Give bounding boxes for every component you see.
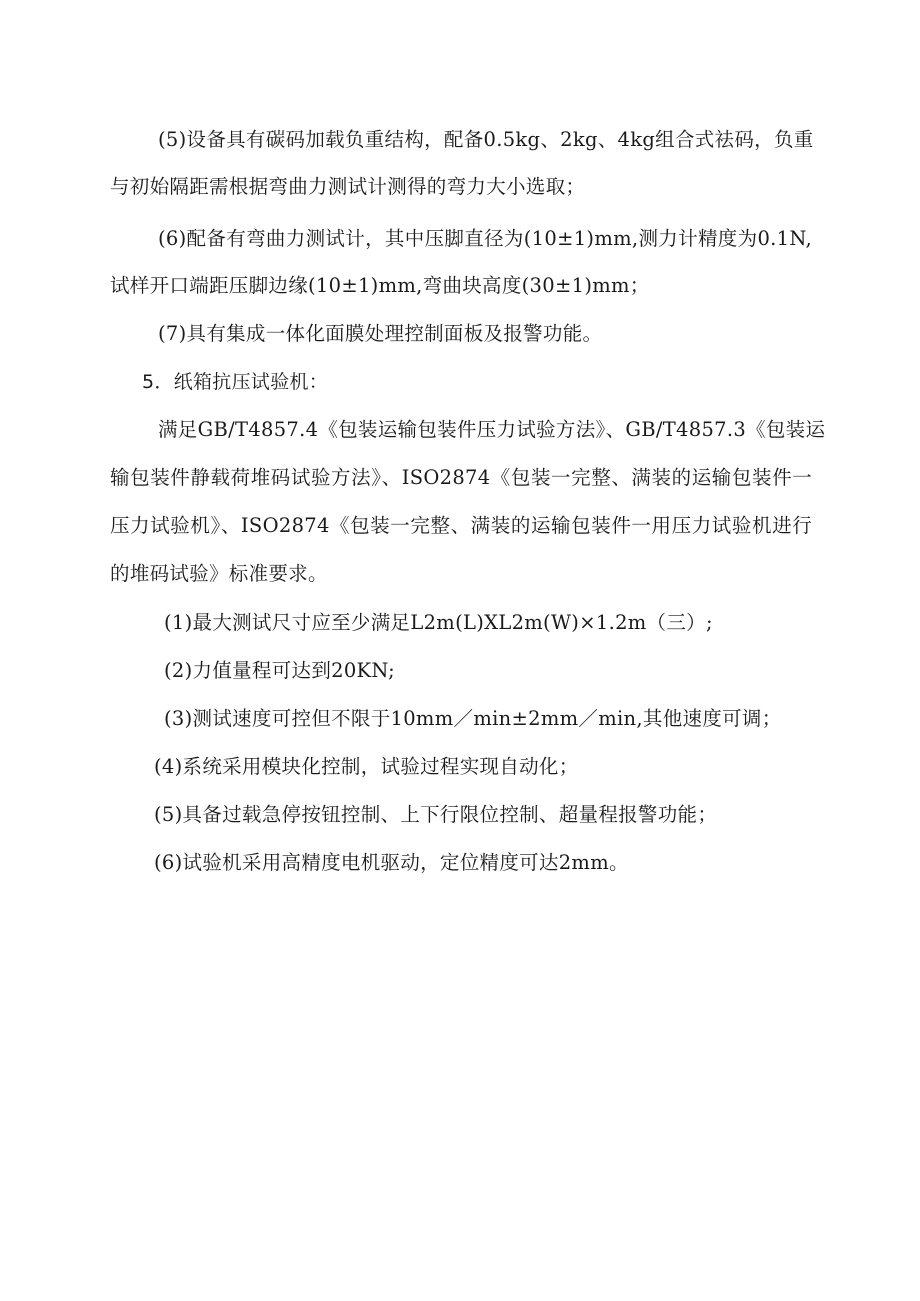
paragraph-6-line-1: (6)配备有弯曲力测试计，其中压脚直径为(10±1)mm,测力计精度为0.1N, (158, 227, 812, 250)
intro-line-4: 的堆码试验》标准要求。 (110, 562, 328, 585)
intro-line-1: 满足GB/T4857.4《包装运输包装件压力试验方法》、GB/T4857.3《包装运 (158, 418, 826, 441)
item-6: (6)试验机采用高精度电机驱动，定位精度可达2mm。 (154, 851, 629, 874)
paragraph-5-line-1: (5)设备具有碳码加载负重结构，配备0.5kg、2kg、4kg组合式祛码，负重 (158, 128, 814, 151)
section-5-title: 5．纸箱抗压试验机： (142, 371, 329, 393)
paragraph-5-line-2: 与初始隔距需根据弯曲力测试计测得的弯力大小选取； (110, 175, 586, 198)
item-4: (4)系统采用模块化控制，试验过程实现自动化； (154, 755, 579, 778)
paragraph-7: (7)具有集成一体化面膜处理控制面板及报警功能。 (158, 322, 603, 345)
item-3: (3)测试速度可控但不限于10mm／min±2mm／min,其他速度可调； (164, 707, 782, 730)
paragraph-6-line-2: 试样开口端距压脚边缘(10±1)mm,弯曲块高度(30±1)mm； (110, 274, 650, 297)
item-1: (1)最大测试尺寸应至少满足L2m(L)XL2m(W)×1.2m（三）; (164, 611, 713, 634)
intro-line-3: 压力试验机》、ISO2874《包装一完整、满装的运输包装件一用压力试验机进行 (110, 514, 812, 537)
intro-line-2: 输包装件静载荷堆码试验方法》、ISO2874《包装一完整、满装的运输包装件一 (110, 466, 812, 489)
item-2: (2)力值量程可达到20KN; (164, 659, 395, 682)
item-5: (5)具备过载急停按钮控制、上下行限位控制、超量程报警功能； (154, 803, 718, 826)
